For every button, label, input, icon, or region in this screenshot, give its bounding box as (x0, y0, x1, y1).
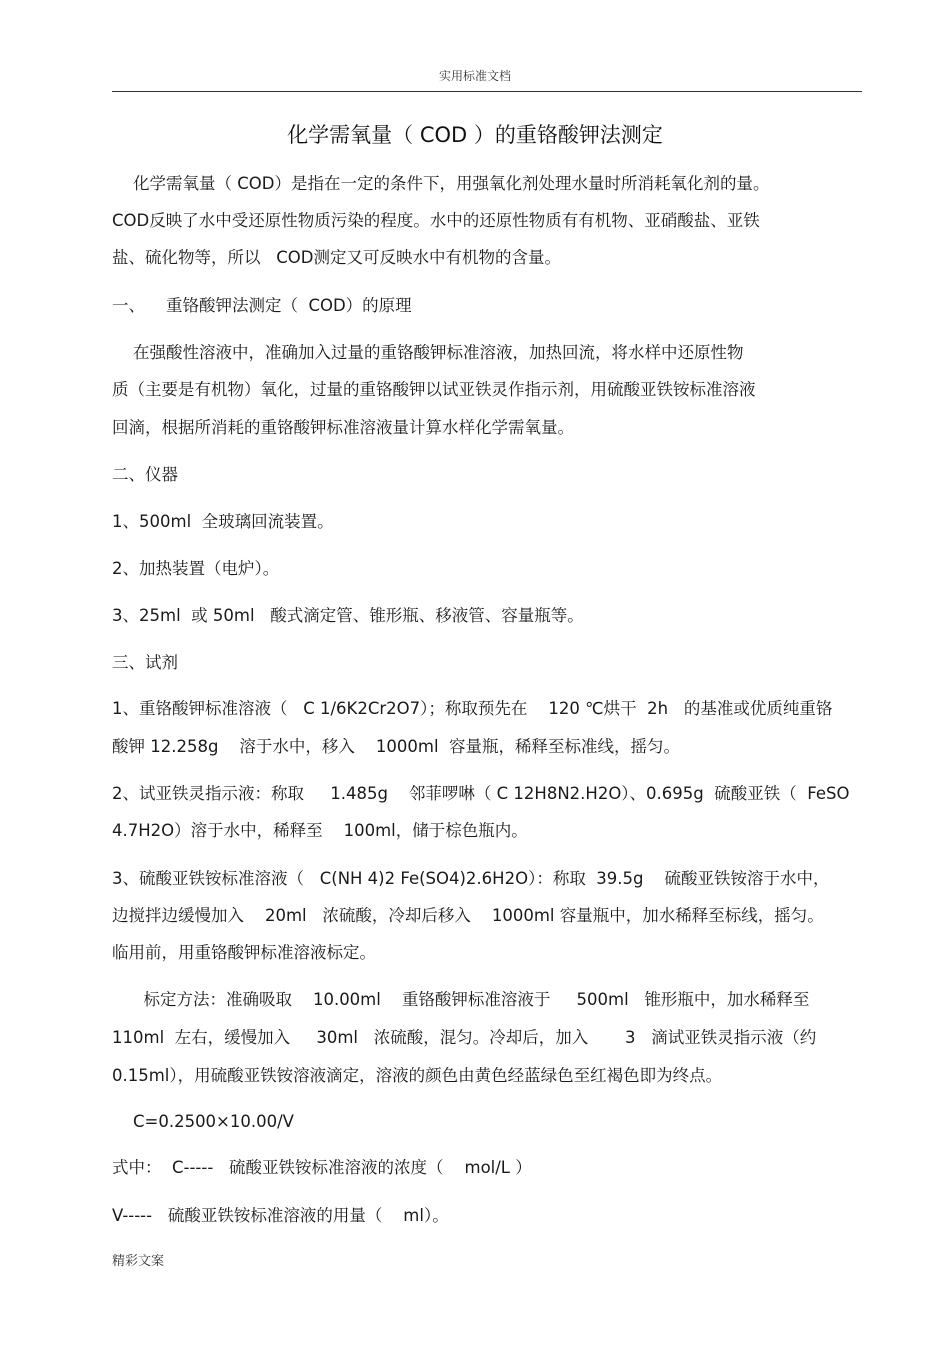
paragraph-principle-line-2: 质（主要是有机物）氧化，过量的重铬酸钾以试亚铁灵作指示剂，用硫酸亚铁铵标准溶液 (112, 380, 756, 399)
paragraph-principle-line-1: 在强酸性溶液中，准确加入过量的重铬酸钾标准溶液，加热回流，将水样中还原性物 (112, 343, 744, 362)
reagent-3-line-1: 3、硫酸亚铁铵标准溶液（ C(NH 4)2 Fe(SO4)2.6H2O）：称取 39.5g 硫酸亚铁铵溶于水中， (112, 869, 830, 888)
document-title: 化学需氧量（ COD ）的重铬酸钾法测定 (287, 123, 663, 147)
paragraph-principle-line-3: 回滴，根据所消耗的重铬酸钾标准溶液量计算水样化学需氧量。 (112, 418, 574, 437)
section-heading-reagents: 三、试剂 (112, 653, 178, 672)
paragraph-intro-line-3: 盐、硫化物等，所以 COD测定又可反映水中有机物的含量。 (112, 248, 561, 267)
page-header: 实用标准文档 (438, 69, 511, 83)
formula: C=0.2500×10.00/V (112, 1112, 294, 1131)
formula-legend-c: 式中： C----- 硫酸亚铁铵标准溶液的浓度（ mol/L ） (112, 1158, 532, 1177)
reagent-3-line-3: 临用前，用重铬酸钾标准溶液标定。 (112, 943, 376, 962)
reagent-2-line-2: 4.7H2O）溶于水中，稀释至 100ml，储于棕色瓶内。 (112, 821, 528, 840)
instrument-item-1: 1、500ml 全玻璃回流装置。 (112, 512, 334, 531)
calibration-line-2: 110ml 左右，缓慢加入 30ml 浓硫酸，混匀。冷却后，加入 3 滴试亚铁灵指示液（约 (112, 1028, 817, 1047)
section-heading-instruments: 二、仪器 (112, 465, 178, 484)
paragraph-intro-line-2: COD反映了水中受还原性物质污染的程度。水中的还原性物质有有机物、亚硝酸盐、亚铁 (112, 211, 760, 230)
reagent-1-line-1: 1、重铬酸钾标准溶液（ C 1/6K2Cr2O7）；称取预先在 120 ℃烘干 2h 的基准或优质纯重铬 (112, 699, 833, 718)
section-heading-principle: 一、 重铬酸钾法测定（ COD）的原理 (112, 296, 412, 315)
calibration-line-1: 标定方法：准确吸取 10.00ml 重铬酸钾标准溶液于 500ml 锥形瓶中，加水稀释至 (112, 990, 810, 1009)
formula-legend-v: V----- 硫酸亚铁铵标准溶液的用量（ ml）。 (112, 1206, 449, 1225)
paragraph-intro-line-1: 化学需氧量（ COD）是指在一定的条件下，用强氧化剂处理水量时所消耗氧化剂的量。 (112, 174, 770, 193)
calibration-line-3: 0.15ml），用硫酸亚铁铵溶液滴定，溶液的颜色由黄色经蓝绿色至红褐色即为终点。 (112, 1066, 723, 1085)
header-divider (112, 91, 862, 92)
instrument-item-3: 3、25ml 或 50ml 酸式滴定管、锥形瓶、移液管、容量瓶等。 (112, 606, 584, 625)
page-footer: 精彩文案 (112, 1254, 165, 1269)
reagent-1-line-2: 酸钾 12.258g 溶于水中，移入 1000ml 容量瓶，稀释至标准线，摇匀。 (112, 737, 681, 756)
reagent-2-line-1: 2、试亚铁灵指示液：称取 1.485g 邻菲啰啉（ C 12H8N2.H2O）、0.695g 硫酸亚铁（ FeSO (112, 784, 850, 803)
instrument-item-2: 2、加热装置（电炉）。 (112, 559, 280, 578)
reagent-3-line-2: 边搅拌边缓慢加入 20ml 浓硫酸，冷却后移入 1000ml 容量瓶中，加水稀释至标线，摇匀。 (112, 906, 824, 925)
